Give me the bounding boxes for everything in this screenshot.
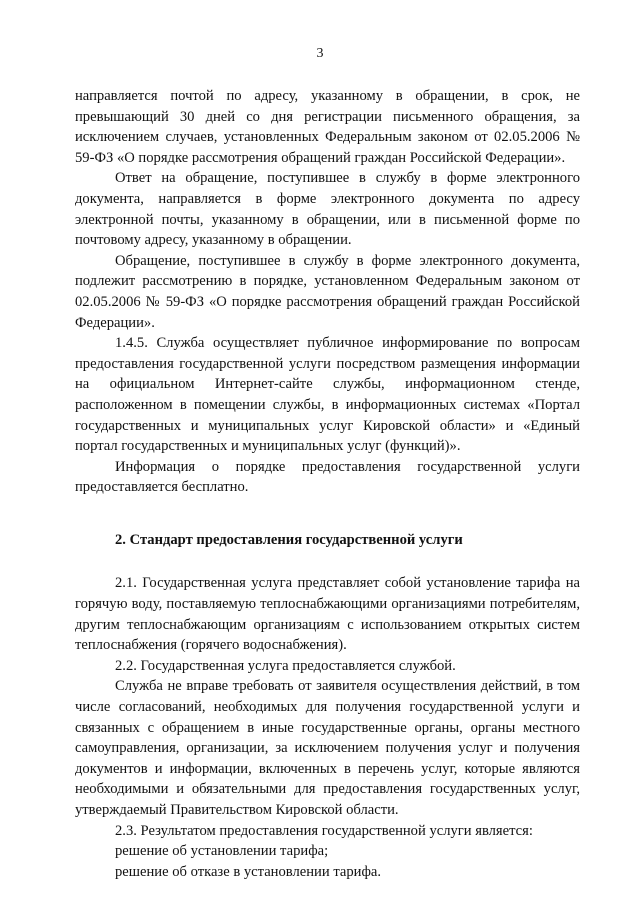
paragraph-2-1: 2.1. Государственная услуга представляет собой установление тарифа на горячую воду, поставляемую теплоснабжающими организациями потребителям, другим теплоснабжающим организациям с использованием открытых систем теплоснабжения (горячего водоснабжения).	[75, 575, 580, 654]
paragraph-electronic-response: Ответ на обращение, поступившее в службу в форме электронного документа, направляется в форме электронного документа по адресу электронной почты, указанному в обращении, или в письменной форме по почтовому адресу, указанному в обращении.	[75, 170, 580, 249]
list-item-tariff-refusal: решение об отказе в установлении тарифа.	[115, 863, 382, 880]
paragraph-2-3: 2.3. Результатом предоставления государственной услуги является:	[115, 822, 533, 839]
paragraph-free-information: Информация о порядке предоставления государственной услуги предоставляется бесплатно.	[75, 458, 580, 496]
list-item-tariff-approval: решение об установлении тарифа;	[115, 843, 329, 860]
paragraph-electronic-appeal: Обращение, поступившее в службу в форме электронного документа, подлежит рассмотрению в порядке, установленном Федеральным законом от 02.05.2006 № 59-ФЗ «О порядке рассмотрения обращений граждан Российской Федерации».	[75, 252, 580, 331]
paragraph-1-4-5: 1.4.5. Служба осуществляет публичное информирование по вопросам предоставления государственной услуги посредством размещения информации на официальном Интернет-сайте службы, информационном стенде, расположенном в помещении службы, в информационных системах «Портал государственных и муниципальных услуг Кировской области» и «Единый портал государственных и муниципальных услуг (функций)».	[75, 335, 580, 455]
page-number: 3	[316, 46, 324, 61]
paragraph-service-restrictions: Служба не вправе требовать от заявителя осуществления действий, в том числе согласований, необходимых для получения государственной услуги и связанных с обращением в иные государственные органы, органы местного самоуправления, организации, за исключением получения услуг и получения документов и информации, включенных в перечень услуг, которые являются необходимыми и обязательными для предоставления государственных услуг, утверждаемый Правительством Кировской области.	[75, 678, 580, 818]
section-heading: 2. Стандарт предоставления государственной услуги	[115, 531, 463, 548]
document-body	[75, 86, 580, 882]
paragraph-continuation: направляется почтой по адресу, указанному в обращении, в срок, не превышающий 30 дней со дня регистрации письменного обращения, за исключением случаев, установленных Федеральным законом от 02.05.2006 № 59-ФЗ «О порядке рассмотрения обращений граждан Российской Федерации».	[75, 88, 580, 166]
paragraph-2-2: 2.2. Государственная услуга предоставляется службой.	[115, 657, 456, 674]
